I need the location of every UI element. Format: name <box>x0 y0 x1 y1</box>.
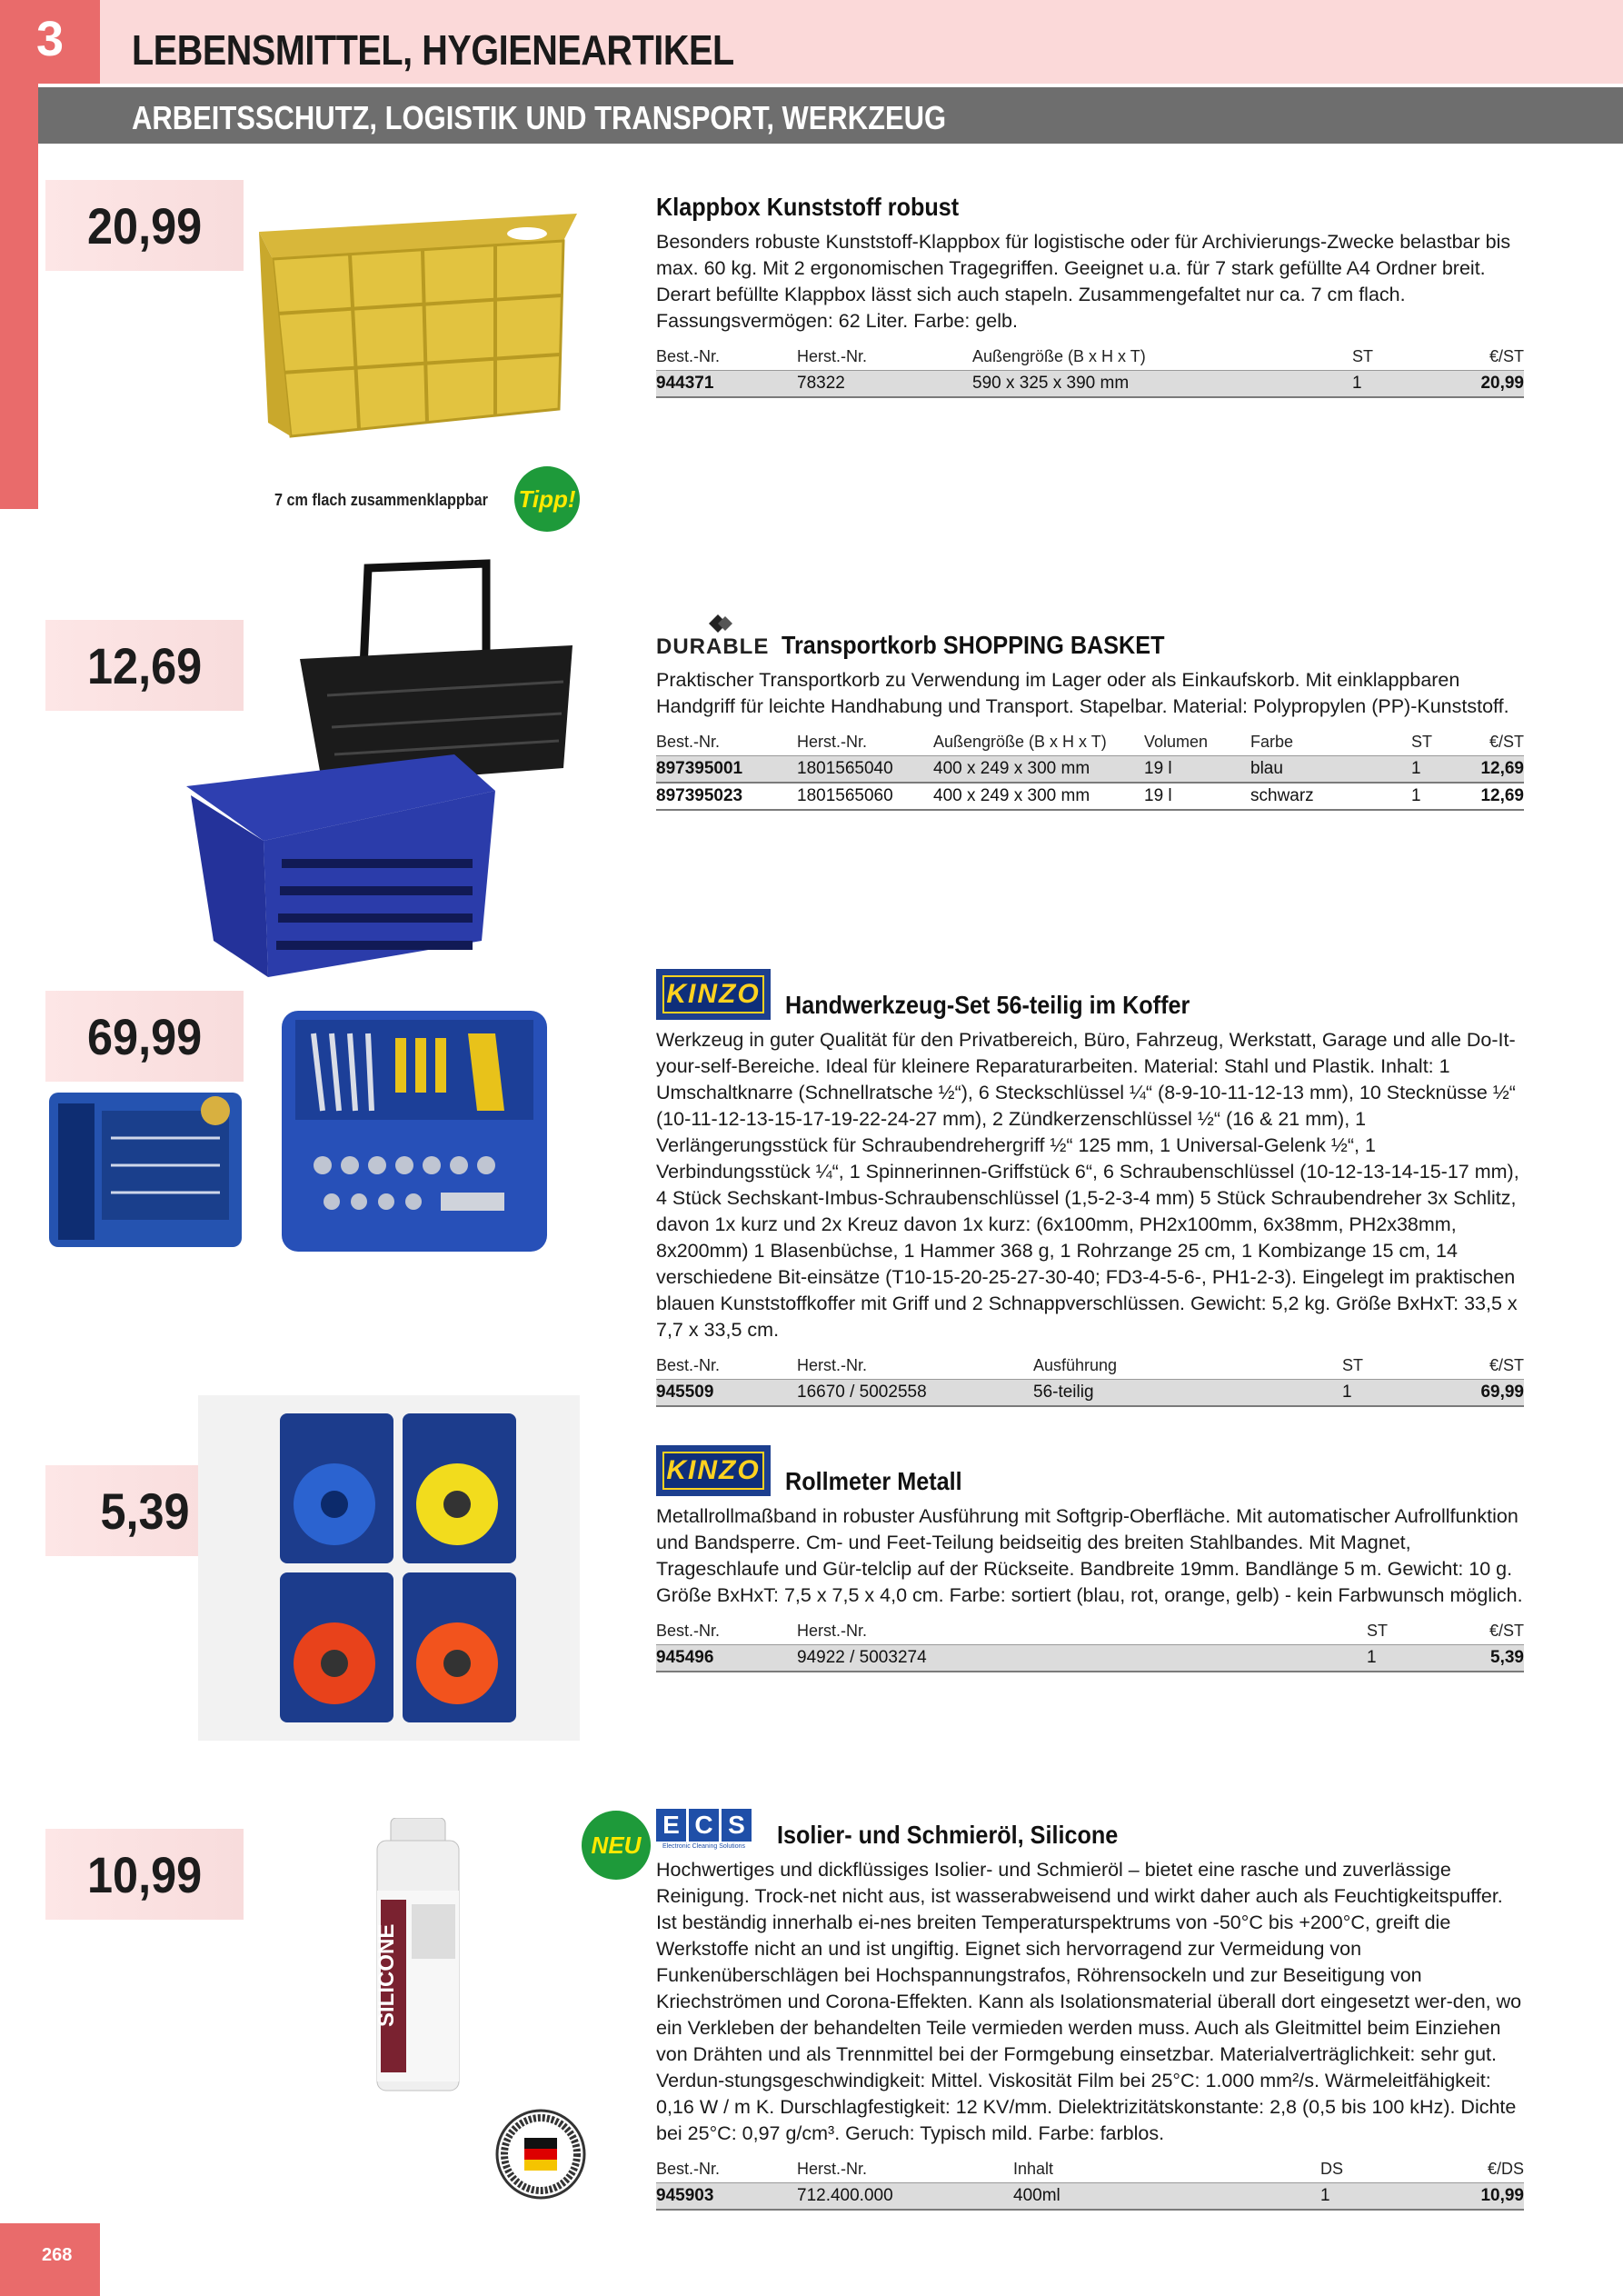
product-title: Handwerkzeug-Set 56-teilig im Koffer <box>785 991 1190 1019</box>
order-number: 945903 <box>656 2183 797 2211</box>
product-description: Werkzeug in guter Qualität für den Privatbereich, Büro, Fahrzeug, Werkstatt, Garage und alle Do-It-your-self-Bereiche. Ideal für kleinere Reparaturarbeiten. Material: Stahl und Plastik. Inhalt: 1 Umschaltknarre (Schnellratsche ½“), 6 Steckschlüssel ¼“ (8-9-10-11-12-13 mm), 10 Stecknüsse ½“ (10-11-12-13-15-17-19-22-24-27 mm), 2 Zündkerzenschlüssel ½“ (16 & 21 mm), 1 Verlängerungsstück für Schraubendrehergriff ½“ 125 mm, 1 Universal-Gelenk ½“, 1 Verbindungsstück ¼“, 1 Spinnerinnen-Griffstück 6“, 6 Schraubenschlüssel (10-12-13-14-15-17 mm), 4 Stück Sechskant-Imbus-Schraubenschlüssel (1,5-2-3-4 mm) 5 Stück Schraubendreher 3x Schlitz, davon 1x kurz und 2x Kreuz davon 1x kurz: (6x100mm, PH2x100mm, 6x38mm, PH2x38mm, 8x200mm) 1 Blasenbüchse, 1 Hammer 368 g, 1 Rohrzange 25 cm, 1 Kombizange 15 cm, 14 verschiedene Bit-einsätze (T10-15-20-25-27-30-40; FD3-4-5-6-, PH1-2-3). Eingelegt im praktischen blauen Kunststoffkoffer mit Griff und 2 Schnappverschlüssen. Gewicht: 5,2 kg. Größe BxHxT: 33,5 x 7,7 x 33,5 cm. <box>656 1029 1519 1341</box>
col-header: €/DS <box>1429 2158 1524 2183</box>
quantity: 1 <box>1411 756 1466 784</box>
product-description: Besonders robuste Kunststoff-Klappbox für logistische oder für Archivierungs-Zwecke belastbar bis max. 60 kg. Mit 2 ergonomischen Tragegriffen. Geeignet u.a. für 7 stark gefüllte A4 Ordner breit. Derart befüllte Klappbox lässt sich auch stapeln. Zusammengefaltet nur ca. 7 cm flach. Fassungsvermögen: 62 Liter. Farbe: gelb. <box>656 231 1511 332</box>
ecs-logo: E C S Electronic Cleaning Solutions <box>656 1809 752 1850</box>
col-header: Best.-Nr. <box>656 1620 797 1645</box>
toolset-image <box>277 993 554 1274</box>
product-title: Klappbox Kunststoff robust <box>656 193 960 221</box>
col-header: Best.-Nr. <box>656 731 797 756</box>
col-header: ST <box>1352 345 1443 371</box>
col-header: €/ST <box>1466 731 1524 756</box>
unit-price: 10,99 <box>1429 2183 1524 2211</box>
can-label: SILICONE <box>374 1923 399 2027</box>
outer-size: 400 x 249 x 300 mm <box>933 783 1144 810</box>
price-tag: 20,99 <box>45 180 244 271</box>
table-row <box>656 1645 1524 1672</box>
table-row <box>656 2183 1524 2211</box>
ecs-tagline: Electronic Cleaning Solutions <box>662 1843 746 1850</box>
col-header: Herst.-Nr. <box>797 731 933 756</box>
manufacturer-number: 1801565040 <box>797 756 933 784</box>
tape-measure-image <box>198 1395 580 1741</box>
kinzo-logo: KINZO <box>656 969 771 1020</box>
new-badge: NEU <box>582 1811 651 1880</box>
order-table <box>656 345 1524 398</box>
page-number: 268 <box>42 2245 73 2265</box>
unit-price: 12,69 <box>1466 756 1524 784</box>
order-number: 944371 <box>656 371 797 398</box>
order-number: 897395001 <box>656 756 797 784</box>
price-tag: 12,69 <box>45 620 244 711</box>
col-header: €/ST <box>1458 1620 1524 1645</box>
manufacturer-number: 1801565060 <box>797 783 933 810</box>
page-title: LEBENSMITTEL, HYGIENEARTIKEL <box>132 26 734 74</box>
order-table <box>656 731 1524 811</box>
product-rollmeter <box>656 1445 1524 1672</box>
col-header: Ausführung <box>1033 1354 1342 1380</box>
price-tag: 10,99 <box>45 1829 244 1920</box>
product-description: Praktischer Transportkorb zu Verwendung im Lager oder als Einkaufskorb. Mit einklappbaren Handgriff für leichte Handhabung und Transport. Stapelbar. Material: Polypropylen (PP)-Kunststoff. <box>656 669 1509 717</box>
col-header: Herst.-Nr. <box>797 1620 1367 1645</box>
product-description: Hochwertiges und dickflüssiges Isolier- und Schmieröl – bietet eine rasche und zuverlässige Reinigung. Trock-net nicht aus, ist wasserabweisend und wirkt daher auch als Feuchtigkeitspuffer. Ist beständig innerhalb ei-nes breiten Temperaturspektrums von -50°C bis +200°C, greift die Werkstoffe nicht an und ist ungiftig. Eignet sich hervorragend zur Vermeidung von Funkenüberschlägen bei Hochspannungstrafos, Röhrensockeln und zur Beseitigung von Kriechströmen und Corona-Effekten. Kann als Isolationsmaterial überall dort eingesetzt wer-den, wo ein Verkleben der behandelten Teile vermieden werden muss. Auch als Gleitmittel beim Einziehen von Drähten und als Trennmittel bei der Formgebung einsetzbar. Materialverträglichkeit: sehr gut. Verdun-stungsgeschwindigkeit: Mittel. Viskosität Film bei 25°C: 1.000 mm²/s. Wärmeleitfähigkeit: 0,16 W / m K. Durschlagfestigkeit: 12 KV/mm. Dielektrizitätskonstante: 2,8 (0,5 bis 100 kHz). Dichte bei 25°C: 0,97 g/cm³. Geruch: Typisch mild. Farbe: farblos. <box>656 1859 1522 2144</box>
price-tag: 5,39 <box>45 1465 244 1556</box>
quantity: 1 <box>1342 1380 1442 1407</box>
col-header: Außengröße (B x H x T) <box>933 731 1144 756</box>
product-title: Rollmeter Metall <box>785 1467 962 1495</box>
toolcase-box-image <box>47 1083 244 1256</box>
table-row <box>656 783 1524 810</box>
col-header: €/ST <box>1443 345 1524 371</box>
unit-price: 5,39 <box>1458 1645 1524 1672</box>
quantity: 1 <box>1352 371 1443 398</box>
product-description: Metallrollmaßband in robuster Ausführung mit Softgrip-Oberfläche. Mit automatischer Aufrollfunktion und Bandsperre. Cm- und Feet-Teilung beidseitig des breiten Stahlbandes. Mit Magnet, Trageschlaufe und Gür-telclip auf der Rückseite. Bandbreite 19mm. Bandlänge 5 m. Gewicht: 10 g. Größe BxHxT: 7,5 x 7,5 x 4,0 cm. Farbe: sortiert (blau, rot, orange, gelb) - kein Farbwunsch möglich. <box>656 1505 1523 1606</box>
col-header: Herst.-Nr. <box>797 1354 1033 1380</box>
product-silicone <box>656 1809 1524 2211</box>
folding-box-image <box>250 205 586 441</box>
spray-can-image <box>368 1818 468 2100</box>
unit-price: 69,99 <box>1442 1380 1524 1407</box>
quantity: 1 <box>1411 783 1466 810</box>
color: schwarz <box>1250 783 1411 810</box>
manufacturer-number: 78322 <box>797 371 972 398</box>
col-header: Best.-Nr. <box>656 2158 797 2183</box>
col-header: Volumen <box>1144 731 1250 756</box>
basket-image <box>182 559 582 977</box>
order-number: 945509 <box>656 1380 797 1407</box>
quantity: 1 <box>1367 1645 1458 1672</box>
volume: 19 l <box>1144 756 1250 784</box>
quantity: 1 <box>1320 2183 1429 2211</box>
product-werkzeugset <box>656 969 1524 1407</box>
col-header: DS <box>1320 2158 1429 2183</box>
outer-size: 400 x 249 x 300 mm <box>933 756 1144 784</box>
kinzo-logo: KINZO <box>656 1445 771 1496</box>
col-header: €/ST <box>1442 1354 1524 1380</box>
col-header: Best.-Nr. <box>656 1354 797 1380</box>
table-row <box>656 756 1524 784</box>
col-header: Inhalt <box>1013 2158 1320 2183</box>
color: blau <box>1250 756 1411 784</box>
product-klappbox <box>656 193 1524 398</box>
unit-price: 12,69 <box>1466 783 1524 810</box>
product-transportkorb <box>656 631 1524 811</box>
durable-logo: DURABLE <box>656 634 769 660</box>
unit-price: 20,99 <box>1443 371 1524 398</box>
col-header: Herst.-Nr. <box>797 2158 1013 2183</box>
col-header: ST <box>1411 731 1466 756</box>
manufacturer-number: 712.400.000 <box>797 2183 1013 2211</box>
chapter-number: 3 <box>0 0 100 84</box>
variant: 56-teilig <box>1033 1380 1342 1407</box>
table-row <box>656 1380 1524 1407</box>
order-number: 897395023 <box>656 783 797 810</box>
col-header: Außengröße (B x H x T) <box>972 345 1352 371</box>
table-row <box>656 371 1524 398</box>
col-header: Farbe <box>1250 731 1411 756</box>
col-header: ST <box>1342 1354 1442 1380</box>
manufacturer-number: 16670 / 5002558 <box>797 1380 1033 1407</box>
price-tag: 69,99 <box>45 991 244 1082</box>
durable-mark-icon <box>709 614 736 633</box>
manufacturer-number: 94922 / 5003274 <box>797 1645 1367 1672</box>
order-table <box>656 1354 1524 1407</box>
product-title: Transportkorb SHOPPING BASKET <box>782 631 1165 659</box>
page-subtitle: ARBEITSSCHUTZ, LOGISTIK UND TRANSPORT, WERKZEUG <box>132 99 947 136</box>
order-number: 945496 <box>656 1645 797 1672</box>
volume: 19 l <box>1144 783 1250 810</box>
col-header: ST <box>1367 1620 1458 1645</box>
product-title: Isolier- und Schmieröl, Silicone <box>777 1821 1119 1849</box>
product-caption: 7 cm flach zusammenklappbar <box>274 491 488 509</box>
order-table <box>656 1620 1524 1672</box>
made-in-germany-seal <box>495 2109 586 2200</box>
col-header: Best.-Nr. <box>656 345 797 371</box>
order-table <box>656 2158 1524 2211</box>
col-header: Herst.-Nr. <box>797 345 972 371</box>
tipp-badge: Tipp! <box>514 466 580 532</box>
content: 400ml <box>1013 2183 1320 2211</box>
outer-size: 590 x 325 x 390 mm <box>972 371 1352 398</box>
